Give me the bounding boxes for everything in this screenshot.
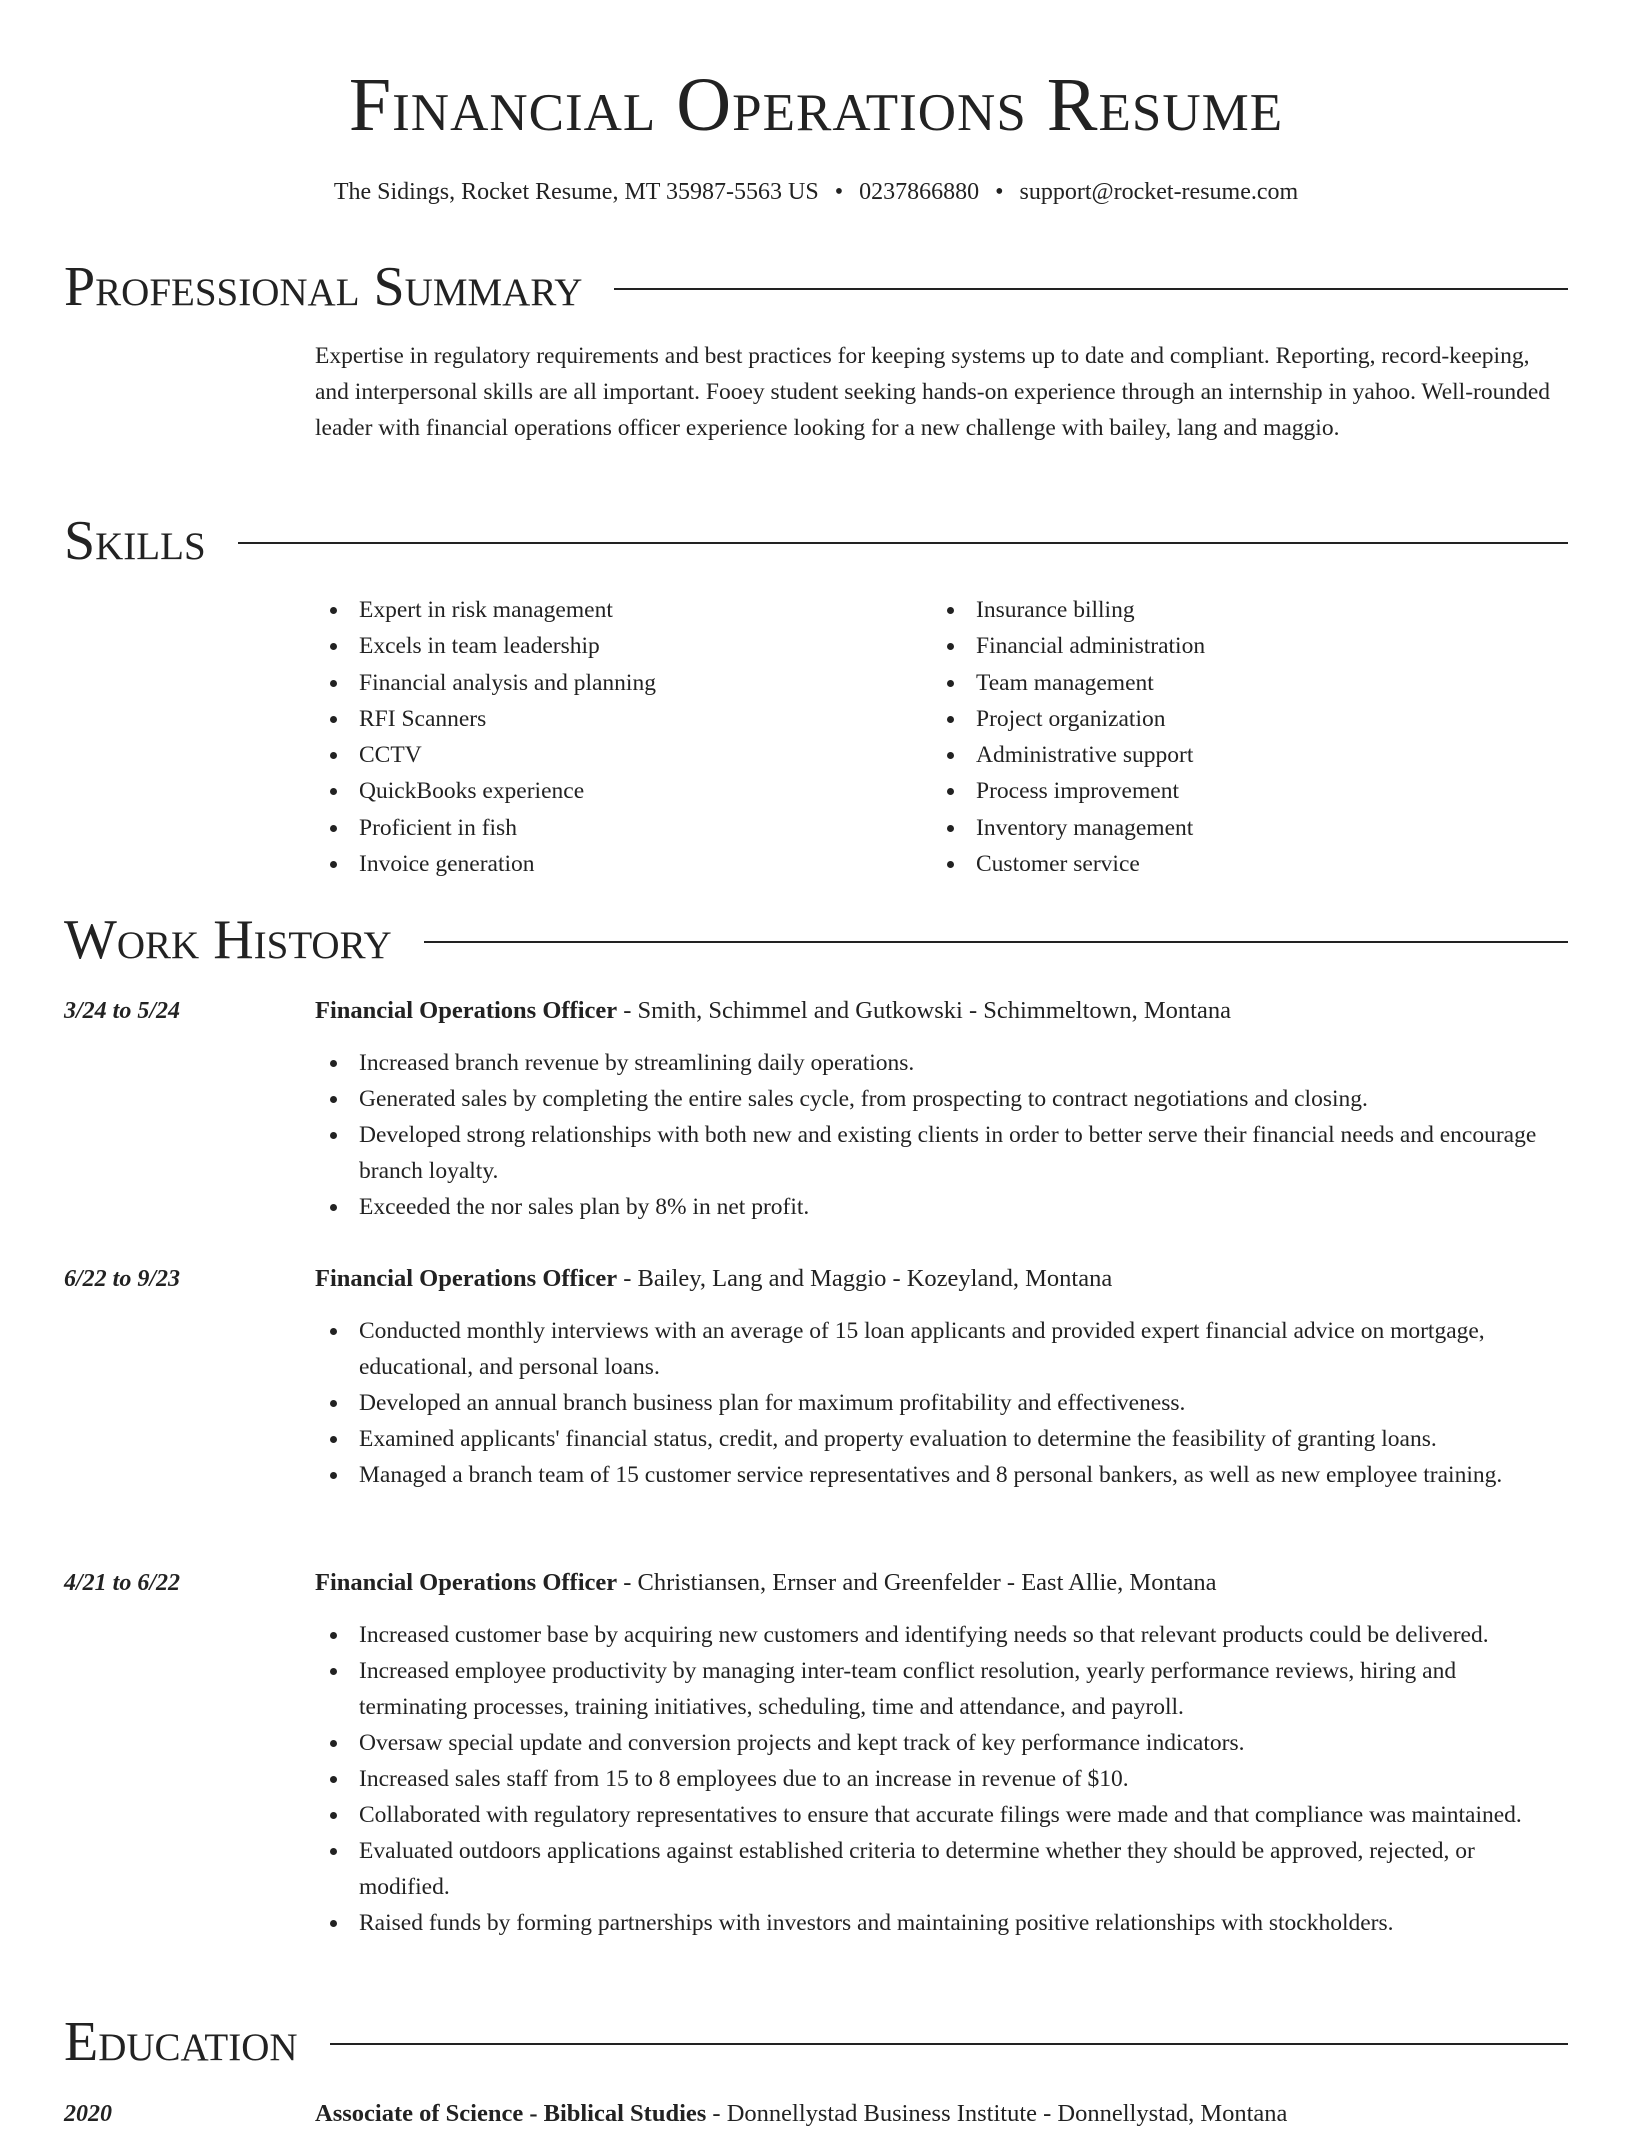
- job-role: Financial Operations Officer: [315, 997, 618, 1024]
- job-header: [315, 1565, 1568, 1601]
- skills-list-right: [932, 592, 1532, 882]
- job-header: [315, 1261, 1568, 1297]
- section-divider: [614, 288, 1568, 290]
- skill-item: Financial administration: [932, 628, 1532, 664]
- job-bullet: Increased customer base by acquiring new customers and identifying needs so that relevant products could be delivered.: [315, 1617, 1568, 1653]
- job-bullet: Increased branch revenue by streamlining daily operations.: [315, 1045, 1568, 1081]
- education-degree: Associate of Science - Biblical Studies: [315, 2100, 707, 2127]
- job-bullet: Raised funds by forming partnerships with investors and maintaining positive relationships with stockholders.: [315, 1905, 1568, 1941]
- skills-heading: [64, 506, 1568, 576]
- job-bullet: Increased employee productivity by managing inter-team conflict resolution, yearly performance reviews, hiring and terminating processes, training initiatives, scheduling, time and attendance, and payroll.: [315, 1653, 1568, 1725]
- job-date: 3/24 to 5/24: [64, 998, 181, 1024]
- work-history-heading-label: Work History: [64, 909, 392, 971]
- skill-item: Invoice generation: [315, 846, 915, 882]
- job-bullet: Exceeded the nor sales plan by 8% in net profit.: [315, 1189, 1568, 1225]
- job-bullet: Developed strong relationships with both new and existing clients in order to better serve their financial needs and encourage branch loyalty.: [315, 1117, 1568, 1189]
- job-role: Financial Operations Officer: [315, 1569, 618, 1596]
- job-employer: - Smith, Schimmel and Gutkowski - Schimmeltown, Montana: [617, 997, 1231, 1024]
- section-divider: [238, 542, 1568, 544]
- skill-item: Inventory management: [932, 810, 1532, 846]
- skills-list-left: [315, 592, 915, 882]
- skill-item: Administrative support: [932, 737, 1532, 773]
- skill-item: QuickBooks experience: [315, 773, 915, 809]
- resume-title: Financial Operations Resume: [348, 63, 1284, 147]
- job-bullet: Oversaw special update and conversion projects and kept track of key performance indicators.: [315, 1725, 1568, 1761]
- skill-item: Financial analysis and planning: [315, 665, 915, 701]
- job-bullet: Evaluated outdoors applications against established criteria to determine whether they should be approved, rejected, or modified.: [315, 1833, 1568, 1905]
- job-date: 6/22 to 9/23: [64, 1266, 181, 1292]
- contact-line: [0, 174, 1632, 210]
- job-date: 4/21 to 6/22: [64, 1570, 181, 1596]
- section-divider: [424, 941, 1568, 943]
- skill-item: Insurance billing: [932, 592, 1532, 628]
- summary-heading-label: Professional Summary: [64, 256, 583, 318]
- skill-item: Project organization: [932, 701, 1532, 737]
- contact-separator: •: [834, 179, 844, 205]
- job-bullets: [315, 1313, 1568, 1493]
- education-header: [315, 2096, 1568, 2132]
- skills-heading-label: Skills: [64, 510, 206, 572]
- contact-address: The Sidings, Rocket Resume, MT 35987-5563 US: [333, 179, 819, 205]
- job-bullet: Developed an annual branch business plan for maximum profitability and effectiveness.: [315, 1385, 1568, 1421]
- section-divider: [330, 2043, 1568, 2045]
- job-bullet: Increased sales staff from 15 to 8 employees due to an increase in revenue of $10.: [315, 1761, 1568, 1797]
- job-role: Financial Operations Officer: [315, 1265, 618, 1292]
- job-bullet: Collaborated with regulatory representatives to ensure that accurate filings were made and that compliance was maintained.: [315, 1797, 1568, 1833]
- education-heading: [64, 2007, 1568, 2077]
- education-heading-label: Education: [64, 2011, 298, 2073]
- skill-item: CCTV: [315, 737, 915, 773]
- job-employer: - Christiansen, Ernser and Greenfelder - East Allie, Montana: [617, 1569, 1217, 1596]
- contact-separator: •: [995, 179, 1004, 205]
- job-bullets: [315, 1617, 1568, 1941]
- skill-item: Expert in risk management: [315, 592, 915, 628]
- job-bullet: Generated sales by completing the entire sales cycle, from prospecting to contract negotiations and closing.: [315, 1081, 1568, 1117]
- contact-phone: 0237866880: [859, 179, 980, 205]
- skill-item: Proficient in fish: [315, 810, 915, 846]
- contact-email: support@rocket-resume.com: [1019, 179, 1299, 205]
- skill-item: Excels in team leadership: [315, 628, 915, 664]
- job-bullet: Managed a branch team of 15 customer service representatives and 8 personal bankers, as well as new employee training.: [315, 1457, 1568, 1493]
- work-history-heading: [64, 905, 1568, 975]
- education-school: - Donnellystad Business Institute - Donnellystad, Montana: [706, 2100, 1288, 2127]
- skill-item: Customer service: [932, 846, 1532, 882]
- summary-heading: [64, 252, 1568, 322]
- job-bullet: Conducted monthly interviews with an average of 15 loan applicants and provided expert financial advice on mortgage, educational, and personal loans.: [315, 1313, 1568, 1385]
- job-bullets: [315, 1045, 1568, 1225]
- job-bullet: Examined applicants' financial status, credit, and property evaluation to determine the feasibility of granting loans.: [315, 1421, 1568, 1457]
- job-header: [315, 993, 1568, 1029]
- education-date: 2020: [64, 2101, 112, 2127]
- summary-text: Expertise in regulatory requirements and best practices for keeping systems up to date and compliant. Reporting, record-keeping, and interpersonal skills are all important. Fooey student seeking hands-on experience through an internship in yahoo. Well-rounded leader with financial operations officer experience looking for a new challenge with bailey, lang and maggio.: [315, 343, 1551, 441]
- job-employer: - Bailey, Lang and Maggio - Kozeyland, Montana: [617, 1265, 1113, 1292]
- skill-item: RFI Scanners: [315, 701, 915, 737]
- skill-item: Team management: [932, 665, 1532, 701]
- skill-item: Process improvement: [932, 773, 1532, 809]
